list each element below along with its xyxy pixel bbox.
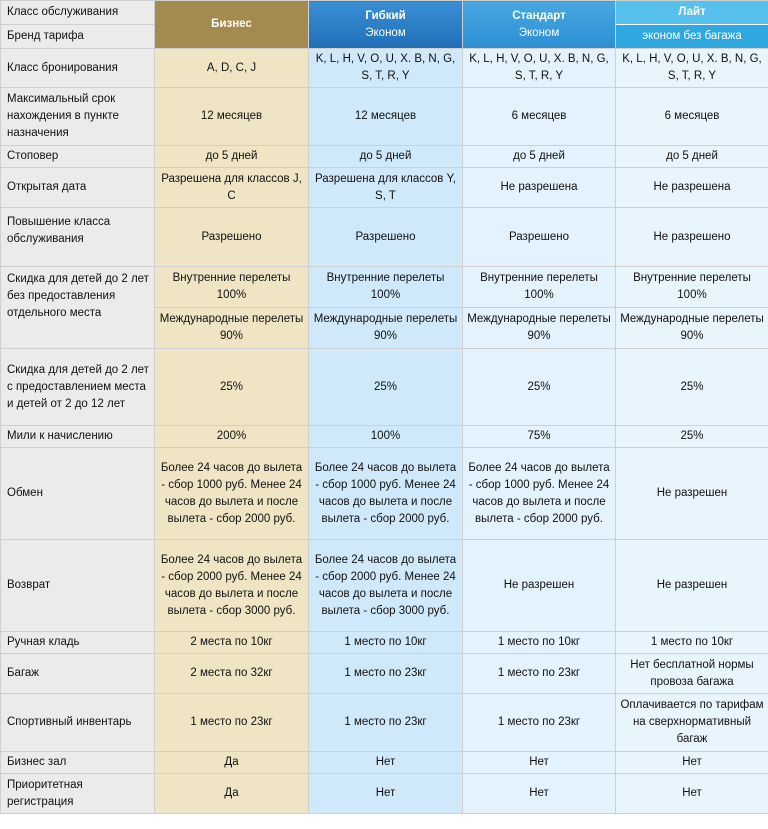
row-label: Спортивный инвентарь	[1, 694, 155, 752]
cell: K, L, H, V, O, U, X. B, N, G, S, T, R, Y	[616, 49, 768, 88]
cell: Не разрешен	[616, 448, 768, 540]
row-label: Скидка для детей до 2 лет без предоставления отдельного места	[1, 267, 155, 349]
cell: Международные перелеты 90%	[309, 308, 463, 349]
cell: до 5 дней	[616, 146, 768, 168]
cell: Разрешена для классов J, C	[155, 168, 309, 208]
cell: Разрешено	[155, 208, 309, 267]
row-label: Багаж	[1, 654, 155, 694]
cell: Не разрешен	[616, 540, 768, 632]
tier-header-standard	[463, 1, 616, 49]
row-label: Приоритетная регистрация	[1, 774, 155, 814]
row-label: Скидка для детей до 2 лет с предоставлением места и детей от 2 до 12 лет	[1, 349, 155, 426]
cell: 1 место по 23кг	[155, 694, 309, 752]
cell: K, L, H, V, O, U, X. B, N, G, S, T, R, Y	[463, 49, 616, 88]
cell: Международные перелеты 90%	[616, 308, 768, 349]
cell: Нет	[309, 774, 463, 814]
tier-subname: Эконом	[365, 26, 406, 39]
cell: Более 24 часов до вылета - сбор 2000 руб. Менее 24 часов до вылета и после вылета - сбор 3000 руб.	[309, 540, 463, 632]
row-label: Ручная кладь	[1, 632, 155, 654]
row-label: Возврат	[1, 540, 155, 632]
table-row	[1, 694, 768, 752]
cell: Не разрешена	[463, 168, 616, 208]
cell: до 5 дней	[155, 146, 309, 168]
fare-brand-label: Бренд тарифа	[7, 30, 84, 42]
cell: 1 место по 23кг	[309, 694, 463, 752]
tier-subname: Эконом	[518, 26, 560, 39]
tier-subname: эконом без багажа	[616, 25, 768, 48]
cell: 25%	[463, 349, 616, 426]
table-row	[1, 146, 768, 168]
tier-header-flexible	[309, 1, 463, 49]
cell: Международные перелеты 90%	[155, 308, 309, 349]
cell: Более 24 часов до вылета - сбор 1000 руб. Менее 24 часов до вылета и после вылета - сбор 2000 руб.	[155, 448, 309, 540]
cell: Внутренние перелеты 100%	[309, 267, 463, 308]
cell: Нет	[616, 752, 768, 774]
table-row	[1, 654, 768, 694]
tier-header-light	[616, 1, 768, 49]
tier-name: Лайт	[616, 1, 768, 25]
cell: Разрешено	[309, 208, 463, 267]
row-label: Повышение класса обслуживания	[1, 208, 155, 267]
cell: Не разрешен	[463, 540, 616, 632]
cell: Нет	[463, 774, 616, 814]
cell: Нет	[616, 774, 768, 814]
cell: Нет	[309, 752, 463, 774]
cell: Более 24 часов до вылета - сбор 1000 руб. Менее 24 часов до вылета и после вылета - сбор 2000 руб.	[463, 448, 616, 540]
cell: 25%	[616, 426, 768, 448]
cell: 75%	[463, 426, 616, 448]
table-row	[1, 426, 768, 448]
cell: Разрешена для классов Y, S, T	[309, 168, 463, 208]
cell: Нет бесплатной нормы провоза багажа	[616, 654, 768, 694]
cell: до 5 дней	[463, 146, 616, 168]
cell: 1 место по 23кг	[463, 694, 616, 752]
cell: 25%	[309, 349, 463, 426]
cell: 100%	[309, 426, 463, 448]
table-row	[1, 774, 768, 814]
table-row	[1, 168, 768, 208]
cell: 6 месяцев	[463, 88, 616, 146]
cell: Не разрешена	[616, 168, 768, 208]
service-class-label: Класс обслуживания	[1, 1, 154, 25]
cell: 1 место по 10кг	[309, 632, 463, 654]
cell: Разрешено	[463, 208, 616, 267]
cell: 12 месяцев	[155, 88, 309, 146]
cell: Да	[155, 752, 309, 774]
table-row	[1, 208, 768, 267]
cell: A, D, C, J	[155, 49, 309, 88]
cell: 6 месяцев	[616, 88, 768, 146]
row-label: Бизнес зал	[1, 752, 155, 774]
cell: 25%	[155, 349, 309, 426]
row-label: Обмен	[1, 448, 155, 540]
cell: Более 24 часов до вылета - сбор 2000 руб. Менее 24 часов до вылета и после вылета - сбор 3000 руб.	[155, 540, 309, 632]
tier-name: Гибкий	[365, 9, 406, 22]
cell: Да	[155, 774, 309, 814]
table-row	[1, 349, 768, 426]
row-label: Класс бронирования	[1, 49, 155, 88]
header-labels	[1, 1, 155, 49]
table-row	[1, 448, 768, 540]
cell: 200%	[155, 426, 309, 448]
cell: 2 места по 32кг	[155, 654, 309, 694]
row-label: Открытая дата	[1, 168, 155, 208]
row-label: Стоповер	[1, 146, 155, 168]
cell: Нет	[463, 752, 616, 774]
tier-name: Бизнес	[211, 18, 252, 30]
cell: 1 место по 10кг	[463, 632, 616, 654]
cell: 1 место по 23кг	[309, 654, 463, 694]
table-row	[1, 752, 768, 774]
row-label: Максимальный срок нахождения в пункте назначения	[1, 88, 155, 146]
cell: Внутренние перелеты 100%	[155, 267, 309, 308]
tier-name: Стандарт	[512, 9, 566, 22]
cell: Оплачивается по тарифам на сверхнормативный багаж	[616, 694, 768, 752]
cell: Более 24 часов до вылета - сбор 1000 руб. Менее 24 часов до вылета и после вылета - сбор 2000 руб.	[309, 448, 463, 540]
cell: 2 места по 10кг	[155, 632, 309, 654]
table-row	[1, 267, 768, 308]
table-row	[1, 632, 768, 654]
cell: K, L, H, V, O, U, X. B, N, G, S, T, R, Y	[309, 49, 463, 88]
cell: 1 место по 10кг	[616, 632, 768, 654]
cell: Международные перелеты 90%	[463, 308, 616, 349]
cell: Не разрешено	[616, 208, 768, 267]
cell: 25%	[616, 349, 768, 426]
header-row	[1, 1, 768, 49]
row-label: Мили к начислению	[1, 426, 155, 448]
cell: Внутренние перелеты 100%	[463, 267, 616, 308]
cell: Внутренние перелеты 100%	[616, 267, 768, 308]
table-row	[1, 49, 768, 88]
cell: 1 место по 23кг	[463, 654, 616, 694]
table-row	[1, 540, 768, 632]
cell: до 5 дней	[309, 146, 463, 168]
table-row	[1, 88, 768, 146]
tier-header-business	[155, 1, 309, 49]
cell: 12 месяцев	[309, 88, 463, 146]
